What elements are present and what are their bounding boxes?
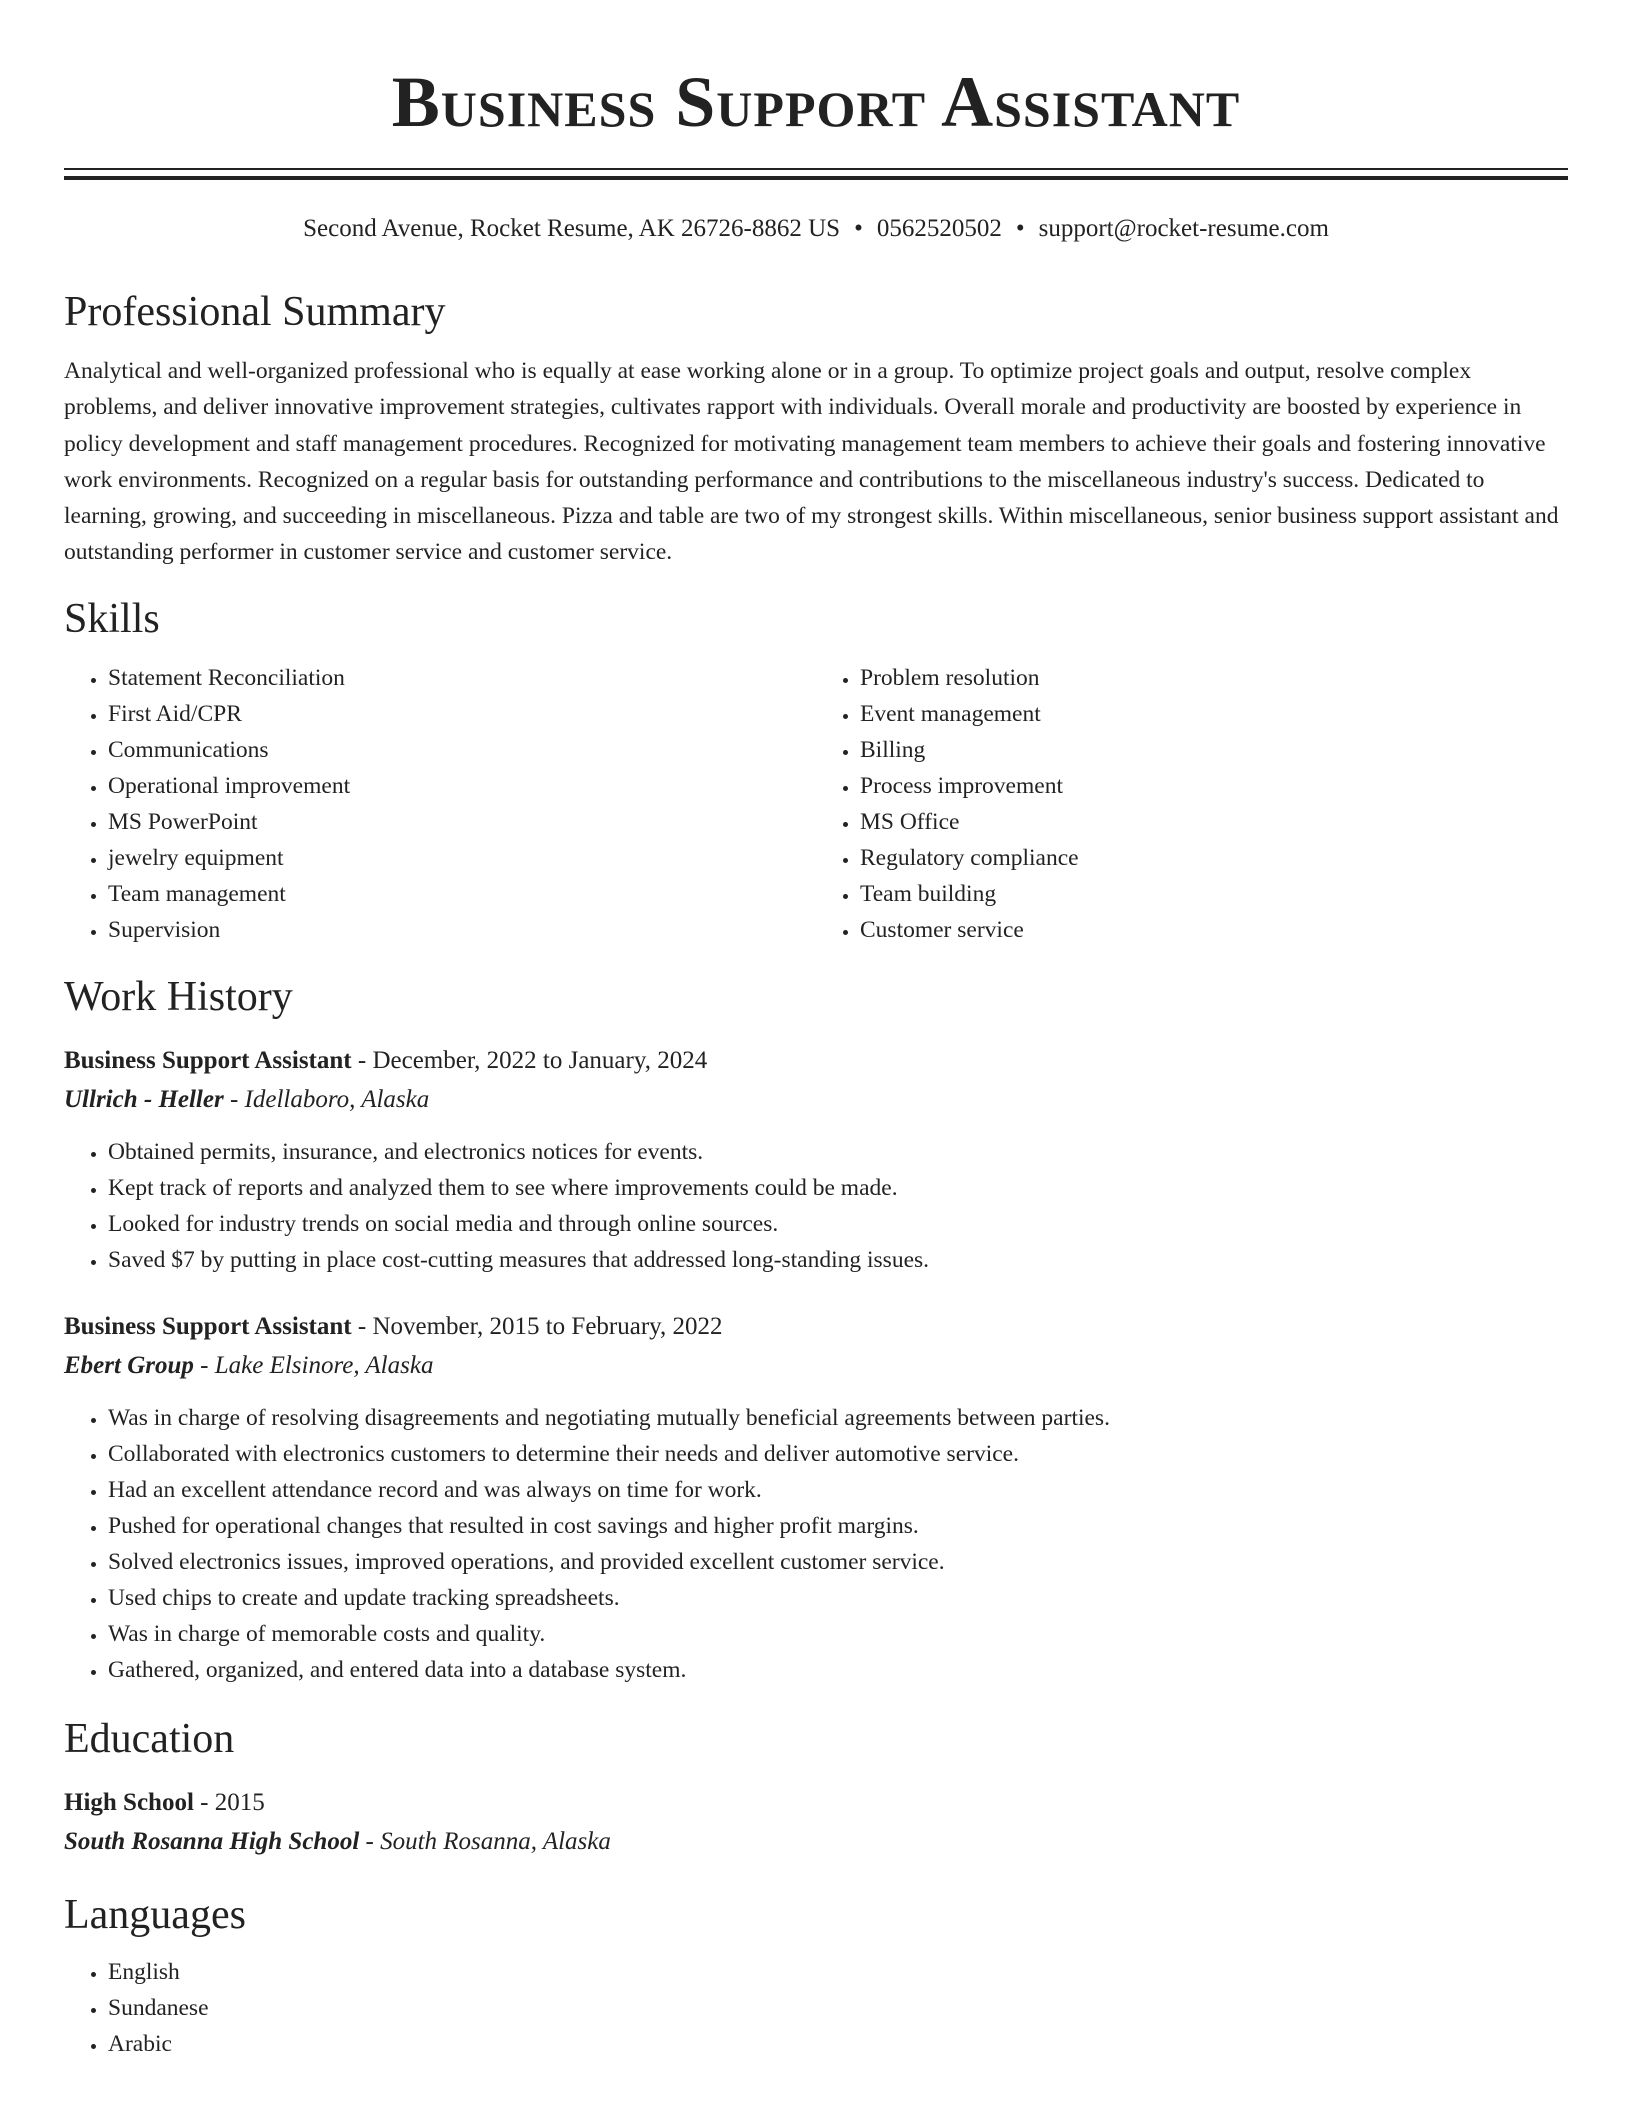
skills-list-left — [64, 660, 816, 948]
contact-line — [64, 214, 1568, 244]
job-duty: • Was in charge of memorable costs and quality. — [108, 1616, 1568, 1652]
job-location: Idellaboro, Alaska — [244, 1085, 430, 1113]
divider-thick-line — [64, 176, 1568, 180]
education-header: High School - 2015 — [64, 1788, 265, 1816]
skills-heading: Skills — [64, 595, 160, 642]
job-role: Business Support Assistant — [64, 1312, 352, 1340]
contact-email: support@rocket-resume.com — [1038, 215, 1329, 242]
job-company-line: Ebert Group - Lake Elsinore, Alaska — [64, 1351, 434, 1379]
language-item: • English — [108, 1954, 1568, 1990]
title-divider — [64, 168, 1568, 180]
languages-list — [64, 1954, 1568, 2062]
language-item: • Arabic — [108, 2026, 1568, 2062]
job-role: Business Support Assistant — [64, 1046, 352, 1074]
job-duties-list — [64, 1134, 1568, 1278]
contact-phone: 0562520502 — [876, 215, 1002, 242]
job-duty: • Pushed for operational changes that resulted in cost savings and higher profit margins. — [108, 1508, 1568, 1544]
education-degree: High School — [64, 1788, 194, 1816]
job-duty: • Used chips to create and update tracking spreadsheets. — [108, 1580, 1568, 1616]
job-company: Ullrich - Heller — [64, 1085, 224, 1113]
language-item: • Sundanese — [108, 1990, 1568, 2026]
skill-item: • Event management — [860, 696, 1568, 732]
contact-separator: • — [1015, 215, 1025, 242]
job-header: Business Support Assistant - November, 2015 to February, 2022 — [64, 1312, 723, 1340]
work-history-heading: Work History — [64, 973, 293, 1020]
skill-item: • MS Office — [860, 804, 1568, 840]
job-duties-list — [64, 1400, 1568, 1688]
job-dates: November, 2015 to February, 2022 — [372, 1312, 723, 1340]
skill-item: • Statement Reconciliation — [108, 660, 816, 696]
job-duty: • Was in charge of resolving disagreements and negotiating mutually beneficial agreements between parties. — [108, 1400, 1568, 1436]
divider-thin-line — [64, 168, 1568, 170]
skill-item: • Customer service — [860, 912, 1568, 948]
contact-address: Second Avenue, Rocket Resume, AK 26726-8862 US — [303, 215, 841, 242]
skill-item: • Process improvement — [860, 768, 1568, 804]
contact-separator: • — [854, 215, 863, 242]
job-duty: • Looked for industry trends on social media and through online sources. — [108, 1206, 1568, 1242]
education-entry — [64, 1784, 1568, 1862]
job-header: Business Support Assistant - December, 2022 to January, 2024 — [64, 1046, 708, 1074]
job-duty: • Gathered, organized, and entered data into a database system. — [108, 1652, 1568, 1688]
education-location: South Rosanna, Alaska — [380, 1827, 611, 1855]
resume-title: Business Support Assistant — [391, 62, 1241, 142]
skills-list-right — [816, 660, 1568, 948]
resume-page — [64, 0, 1568, 2062]
education-school: South Rosanna High School — [64, 1827, 360, 1855]
job-duty: • Collaborated with electronics customers to determine their needs and deliver automotive service. — [108, 1436, 1568, 1472]
summary-text: Analytical and well-organized professional who is equally at ease working alone or in a group. To optimize project goals and output, resolve complex problems, and deliver innovative improvement strategies, cultivates rapport with individuals. Overall morale and productivity are boosted by experience in policy development and staff management procedures. Recognized for motivating management team members to achieve their goals and fostering innovative work environments. Recognized on a regular basis for outstanding performance and contributions to the miscellaneous industry's success. Dedicated to learning, growing, and succeeding in miscellaneous. Pizza and table are two of my strongest skills. Within miscellaneous, senior business support assistant and outstanding performer in customer service and customer service. — [64, 358, 1559, 566]
job-duty: • Saved $7 by putting in place cost-cutting measures that addressed long-standing issues. — [108, 1242, 1568, 1278]
job-duty: • Obtained permits, insurance, and electronics notices for events. — [108, 1134, 1568, 1170]
job-duty: • Kept track of reports and analyzed them to see where improvements could be made. — [108, 1170, 1568, 1206]
skill-item: • jewelry equipment — [108, 840, 816, 876]
skill-item: • Operational improvement — [108, 768, 816, 804]
job-duty: • Solved electronics issues, improved operations, and provided excellent customer service. — [108, 1544, 1568, 1580]
job-entry — [64, 1042, 1568, 1278]
skill-item: • Billing — [860, 732, 1568, 768]
job-company: Ebert Group — [64, 1351, 194, 1379]
job-duty: • Had an excellent attendance record and was always on time for work. — [108, 1472, 1568, 1508]
job-entry — [64, 1308, 1568, 1688]
skill-item: • Team building — [860, 876, 1568, 912]
job-dates: December, 2022 to January, 2024 — [372, 1046, 708, 1074]
skill-item: • Supervision — [108, 912, 816, 948]
summary-heading: Professional Summary — [64, 289, 446, 335]
job-location: Lake Elsinore, Alaska — [214, 1351, 434, 1379]
education-heading: Education — [64, 1715, 235, 1762]
skill-item: • Team management — [108, 876, 816, 912]
job-company-line: Ullrich - Heller - Idellaboro, Alaska — [64, 1085, 430, 1113]
skill-item: • Regulatory compliance — [860, 840, 1568, 876]
skills-columns — [64, 660, 1568, 948]
skill-item: • Communications — [108, 732, 816, 768]
skill-item: • Problem resolution — [860, 660, 1568, 696]
education-school-line: South Rosanna High School - South Rosanna, Alaska — [64, 1827, 611, 1855]
languages-heading: Languages — [64, 1891, 246, 1938]
education-year: 2015 — [214, 1788, 265, 1816]
skill-item: • MS PowerPoint — [108, 804, 816, 840]
skill-item: • First Aid/CPR — [108, 696, 816, 732]
